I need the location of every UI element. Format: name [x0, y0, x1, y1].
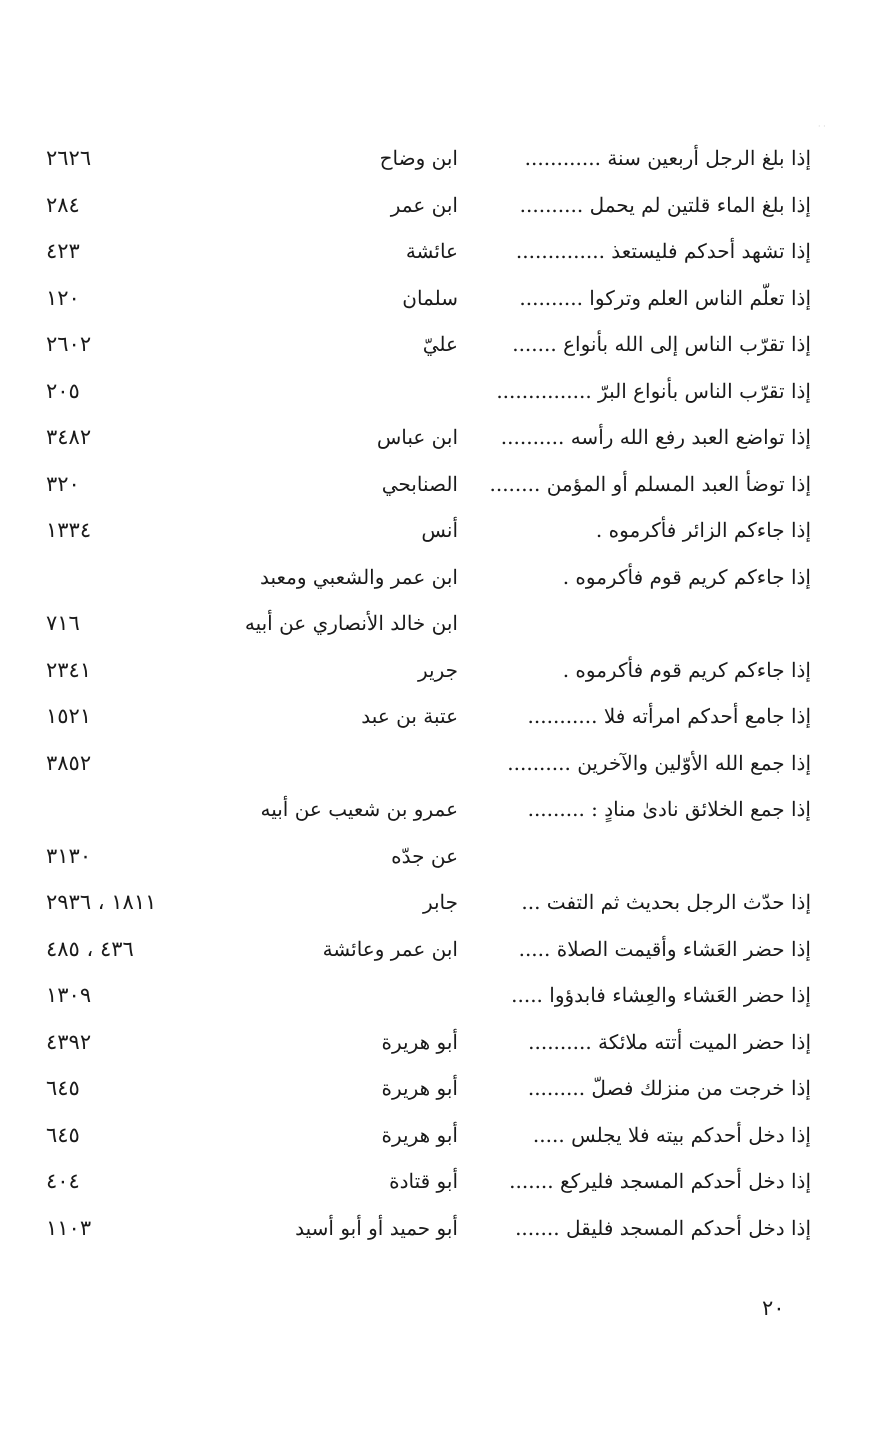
index-row	[0, 973, 891, 1020]
hadith-text: إذا تعلّم الناس العلم وتركوا ..........	[519, 285, 811, 310]
hadith-number: ٤٢٣	[46, 239, 80, 263]
index-row	[0, 322, 891, 369]
hadith-text: إذا جاءكم كريم قوم فأكرموه .	[562, 657, 811, 682]
narrator-name: جابر	[422, 890, 458, 914]
hadith-text: إذا تشهد أحدكم فليستعذ ..............	[515, 239, 811, 263]
hadith-number: ٤٣٩٢	[46, 1029, 92, 1054]
hadith-number: ٧١٦	[46, 611, 80, 635]
hadith-text: إذا تقرّب الناس بأنواع البرّ ...............	[496, 378, 811, 403]
hadith-text: إذا بلغ الرجل أربعين سنة ............	[524, 146, 811, 170]
hadith-text: إذا توضأ العبد المسلم أو المؤمن ........	[489, 471, 811, 496]
narrator-name: ابن عمر وعائشة	[322, 936, 458, 961]
hadith-number: ٤٠٤	[46, 1169, 80, 1193]
hadith-number: ٣٢٠	[46, 471, 80, 496]
index-row	[0, 555, 891, 602]
hadith-text: إذا حدّث الرجل بحديث ثم التفت ...	[521, 890, 811, 914]
index-row	[0, 229, 891, 276]
index-row	[0, 136, 891, 183]
index-row	[0, 369, 891, 416]
hadith-number: ٣٤٨٢	[46, 425, 92, 449]
index-row	[0, 276, 891, 323]
narrator-name: أنس	[421, 518, 458, 542]
hadith-number: ٦٤٥	[46, 1076, 80, 1100]
hadith-number: ٢٣٤١	[46, 657, 92, 682]
narrator-name: ابن عمر	[390, 192, 458, 217]
index-row	[0, 415, 891, 462]
narrator-name: جرير	[418, 657, 458, 682]
hadith-number: ٦٤٥	[46, 1122, 80, 1147]
narrator-name: ابن عمر والشعبي ومعبد	[259, 564, 458, 589]
hadith-text: إذا حضر الميت أتته ملائكة ..........	[528, 1029, 811, 1054]
hadith-number: ٢٦٠٢	[46, 332, 92, 356]
corner-smudge: · ·	[818, 122, 826, 131]
index-row	[0, 927, 891, 974]
hadith-text: إذا تواضع العبد رفع الله رأسه ..........	[500, 425, 811, 449]
index-row	[0, 508, 891, 555]
hadith-number: ٢٨٤	[46, 192, 80, 217]
index-row	[0, 787, 891, 834]
index-row	[0, 601, 891, 648]
index-row	[0, 1113, 891, 1160]
index-row	[0, 880, 891, 927]
narrator-name: سلمان	[402, 285, 458, 310]
narrator-name: ابن وضاح	[379, 146, 458, 170]
index-row	[0, 694, 891, 741]
narrator-name: عليّ	[422, 332, 458, 356]
hadith-text: إذا خرجت من منزلك فصلّ .........	[527, 1076, 811, 1100]
index-row	[0, 741, 891, 788]
hadith-number: ٣١٣٠	[46, 843, 92, 868]
hadith-text: إذا بلغ الماء قلتين لم يحمل ..........	[519, 192, 811, 217]
narrator-name: أبو هريرة	[381, 1029, 458, 1054]
hadith-number: ١٢٠	[46, 285, 80, 310]
index-row	[0, 462, 891, 509]
hadith-number: ٣٨٥٢	[46, 750, 92, 775]
index-row	[0, 1066, 891, 1113]
narrator-name: عمرو بن شعيب عن أبيه	[260, 797, 458, 821]
hadith-number: ١٣٠٩	[46, 983, 92, 1007]
narrator-name: عتبة بن عبد	[361, 704, 458, 728]
index-row	[0, 834, 891, 881]
index-row	[0, 648, 891, 695]
narrator-name: ابن عباس	[376, 425, 458, 449]
hadith-text: إذا تقرّب الناس إلى الله بأنواع .......	[512, 332, 811, 356]
hadith-text: إذا جاءكم كريم قوم فأكرموه .	[562, 564, 811, 589]
narrator-name: أبو هريرة	[381, 1076, 458, 1100]
index-row	[0, 1206, 891, 1253]
hadith-number: ١٥٢١	[46, 704, 92, 728]
index-row	[0, 183, 891, 230]
narrator-name: ابن خالد الأنصاري عن أبيه	[244, 611, 458, 635]
page-number: ٢٠	[762, 1296, 785, 1320]
hadith-number: ١١٠٣	[46, 1215, 92, 1240]
narrator-name: عائشة	[405, 239, 458, 263]
hadith-text: إذا جمع الله الأوّلين والآخرين ..........	[507, 750, 811, 775]
hadith-number: ٢٦٢٦	[46, 146, 92, 170]
index-row	[0, 1159, 891, 1206]
hadith-number: ١٣٣٤	[46, 518, 92, 542]
hadith-text: إذا جمع الخلائق نادىٰ منادٍ : .........	[527, 797, 811, 821]
hadith-text: إذا دخل أحدكم المسجد فليركع .......	[509, 1169, 811, 1193]
hadith-number: ١٨١١ ، ٢٩٣٦	[46, 890, 157, 914]
narrator-name: أبو حميد أو أبو أسيد	[295, 1215, 458, 1240]
hadith-number: ٢٠٥	[46, 378, 80, 403]
hadith-text: إذا جاءكم الزائر فأكرموه .	[595, 518, 811, 542]
hadith-text: إذا حضر العَشاء وأقيمت الصلاة .....	[518, 936, 811, 961]
narrator-name: الصنابحي	[381, 471, 458, 496]
hadith-text: إذا دخل أحدكم بيته فلا يجلس .....	[532, 1122, 811, 1147]
hadith-number: ٤٣٦ ، ٤٨٥	[46, 936, 134, 961]
index-row	[0, 1020, 891, 1067]
hadith-text: إذا دخل أحدكم المسجد فليقل .......	[515, 1215, 811, 1240]
narrator-name: أبو قتادة	[389, 1169, 458, 1193]
hadith-text: إذا حضر العَشاء والعِشاء فابدؤوا .....	[511, 983, 811, 1007]
narrator-name: عن جدّه	[391, 843, 458, 868]
hadith-index-list	[0, 136, 891, 1252]
hadith-text: إذا جامع أحدكم امرأته فلا ...........	[527, 704, 811, 728]
narrator-name: أبو هريرة	[381, 1122, 458, 1147]
